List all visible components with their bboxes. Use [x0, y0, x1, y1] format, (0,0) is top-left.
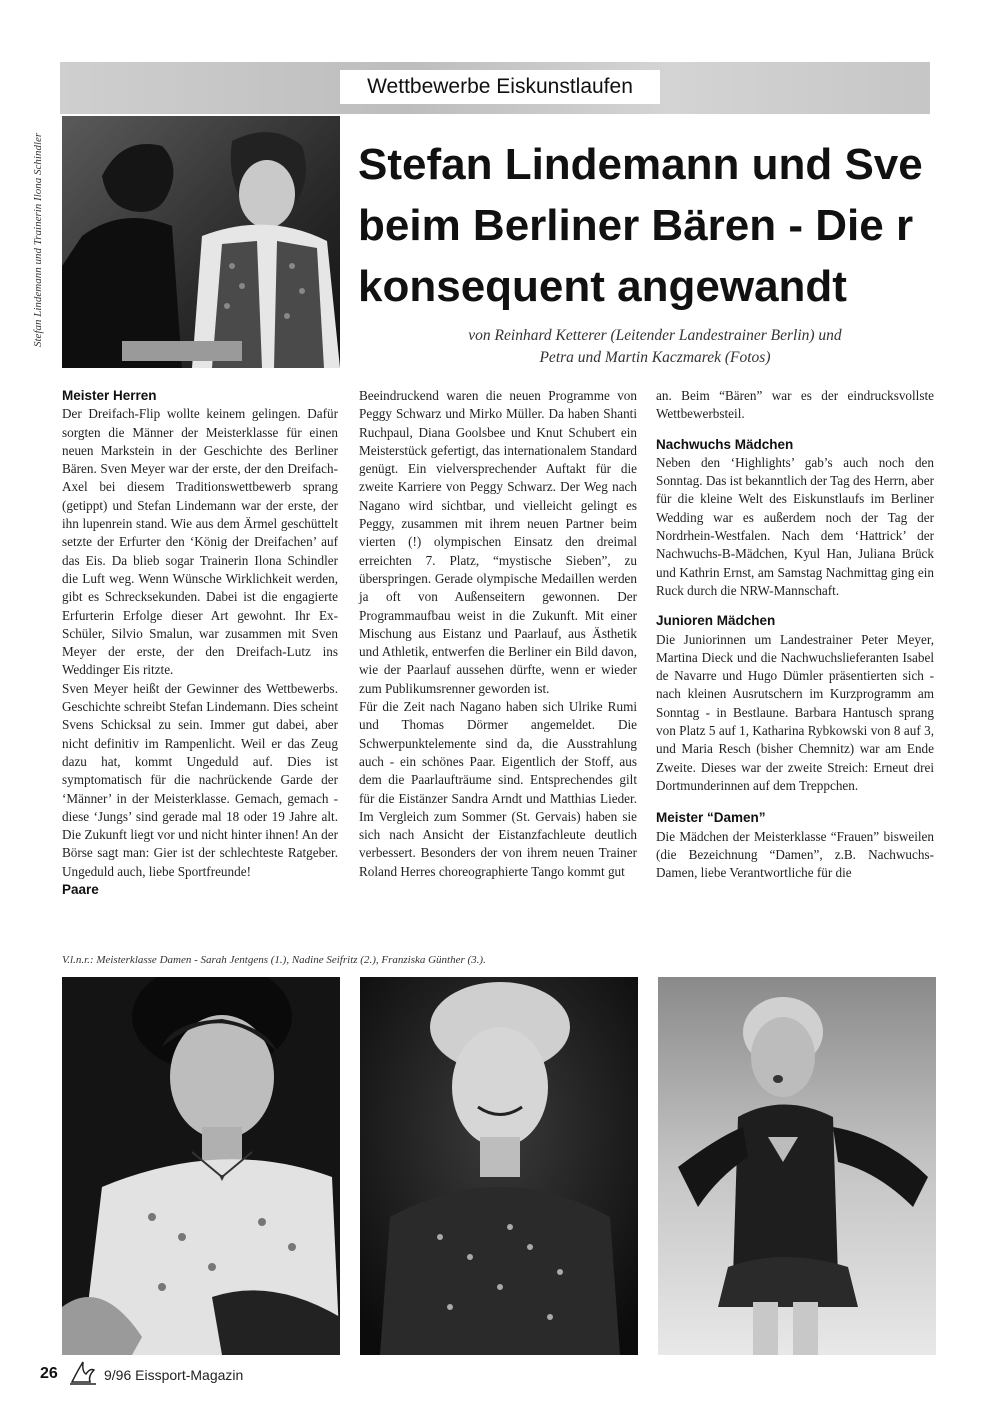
- byline: [380, 325, 930, 369]
- article-column-2: [359, 387, 637, 881]
- section-label: Wettbewerbe Eiskunstlaufen: [340, 70, 660, 104]
- byline-line-1: von Reinhard Ketterer (Leitender Landestrainer Berlin) und: [468, 327, 842, 344]
- heading-junioren-maedchen: Junioren Mädchen: [656, 613, 776, 629]
- page-number: 26: [40, 1365, 58, 1382]
- heading-meister-damen: Meister “Damen”: [656, 810, 766, 826]
- headline: [358, 134, 1000, 320]
- headline-line-2: beim Berliner Bären - Die r: [358, 201, 914, 250]
- byline-line-2: Petra und Martin Kaczmarek (Fotos): [539, 349, 771, 366]
- paragraph: Für die Zeit nach Nagano haben sich Ulrike Rumi und Thomas Dörmer angemeldet. Die Schwerpunktelemente sind da, die Ausstrahlung auch - ein schönes Paar. Eigentlich der Stoff, aus dem die Paarlaufträume sind. Entsprechendes gilt für die Eistänzer Sandra Arndt und Matthias Lieder. Im Vergleich zum Sommer (St. Gervais) haben sie sich nach Ansicht der Eistanzfachleute deutlich verbessert. Besonders der von ihrem neuen Trainer Roland Herres choreographierte Tango kommt gut: [359, 699, 637, 879]
- article-column-3: [656, 387, 934, 882]
- paragraph: an. Beim “Bären” war es der eindrucksvollste Wettbewerbsteil.: [656, 388, 934, 422]
- photo-nadine-seifritz: [360, 977, 638, 1355]
- photo-lindemann-schindler: [62, 116, 340, 368]
- paragraph: Der Dreifach-Flip wollte keinem gelingen. Dafür sorgten die Männer der Meisterklasse für einen neuen Markstein in der Geschichte des Berliner Bären. Sven Meyer war der erste, der den Dreifach-Axel bei diesem Traditionswettbewerb sprang (getippt) und Stefan Lindemann war der erste, der ihn lupenrein stand. Wie aus dem Ärmel geschüttelt setzte der Erfurter den ‘König der Dreifachen’ auf das Eis. Da blieb sogar Trainerin Ilona Schindler die Luft weg. Wenn Wünsche Wirklichkeit werden, gibt es Schrecksekunden. Dabei ist die engagierte Erfurterin Erfolge dieser Art gewohnt. Ihr Ex-Schüler, Silvio Smalun, war zusammen mit Sven Meyer der erste, der den Dreifach-Lutz ins Weddinger Eis ritzte.: [62, 406, 338, 678]
- paragraph: Neben den ‘Highlights’ gab’s auch noch den Sonntag. Das ist bekanntlich der Tag des Herrn, aber für die kleine Welt des Eiskunstlaufs im Berliner Wedding war es außerdem noch der Tag der Nordrhein-Westfalen. Nach dem ‘Hattrick’ der Nachwuchs-B-Mädchen, Kyul Han, Juliana Brück und Kathrin Ernst, am Samstag Nachmittag ging ein Ruck durch die NRW-Mannschaft.: [656, 454, 934, 598]
- magazine-issue: 9/96 Eissport-Magazin: [104, 1367, 244, 1383]
- heading-nachwuchs-maedchen: Nachwuchs Mädchen: [656, 436, 794, 452]
- photo-caption: V.l.n.r.: Meisterklasse Damen - Sarah Jentgens (1.), Nadine Seifritz (2.), Franziska Günther (3.).: [62, 954, 486, 966]
- headline-line-1: Stefan Lindemann und Sve: [358, 140, 923, 189]
- photo-sarah-jentgens: [62, 977, 340, 1355]
- paragraph: Sven Meyer heißt der Gewinner des Wettbewerbs. Geschichte schreibt Stefan Lindemann. Dies scheint Svens Schicksal zu sein. Immer gut dabei, aber nicht definitiv im Rampenlicht. Weil er das Zeug dazu hat, kommt Ungeduld auf. Dies ist symptomatisch für die nachrückende Garde der ‘Männer’ in der Meisterklasse. Gemach, gemach - diese ‘Jungs’ sind gerade mal 18 oder 19 Jahre alt. Die Zukunft liegt vor und nicht hinter ihnen! An der Börse sagt man: Gier ist der schlechteste Ratgeber. Ungeduld auch, liebe Sportfreunde!: [62, 680, 338, 879]
- magazine-logo-icon: [68, 1360, 98, 1386]
- paragraph: Die Mädchen der Meisterklasse “Frauen” bisweilen (die Bezeichnung “Damen”, z.B. Nachwuchs-Damen, liebe Verantwortliche für die: [656, 828, 934, 881]
- side-photo-caption: Stefan Lindemann und Trainerin Ilona Schindler: [32, 132, 44, 348]
- photo-franziska-guenther: [658, 977, 936, 1355]
- paragraph: Die Juniorinnen um Landestrainer Peter Meyer, Martina Dieck und die Nachwuchslieferanten Isabel de Navarre und Hugo Dümler präsentierten sich - nach kleinen Ausrutschern im Kurzprogramm am Sonntag - in Bestlaune. Barbara Hantusch sprang von Platz 5 auf 1, Katharina Rybkowski von 8 auf 3, und Maria Resch (bisher Chemnitz) war am Ende Zweite. Dieses war der zweite Streich: Erneut drei Dortmunderinnen auf dem Treppchen.: [656, 631, 934, 793]
- headline-line-3: konsequent angewandt: [358, 262, 847, 311]
- article-column-1: [62, 387, 338, 899]
- heading-paare: Paare: [62, 882, 99, 898]
- paragraph: Beeindruckend waren die neuen Programme von Peggy Schwarz und Mirko Müller. Da haben Shanti Ruchpaul, Diana Goolsbee und Knut Schubert ein Meisterstück gefertigt, das internationalem Standard genügt. Ein vielversprechender Auftakt für die zweite Karriere von Peggy Schwarz. Der Weg nach Nagano wird sichtbar, und vielleicht gelingt es Peggy, zusammen mit ihrem neuen Partner beim vierten (!) olympischen Einsatz den dreimal erreichten 7. Platz, “mystische Sieben”, zu überspringen. Gerade olympische Medaillen werden ja oft von Außenseitern gewonnen. Der Programmaufbau weist in die Zukunft. Mit einer Mischung aus Eistanz und Paarlauf, aus Ästhetik und Athletik, entwerfen die Berliner ein Bild davon, wie der Paarlauf aussehen dürfte, wenn er wieder zum Publikumsrenner geworden ist.: [359, 388, 637, 696]
- heading-meister-herren: Meister Herren: [62, 388, 157, 403]
